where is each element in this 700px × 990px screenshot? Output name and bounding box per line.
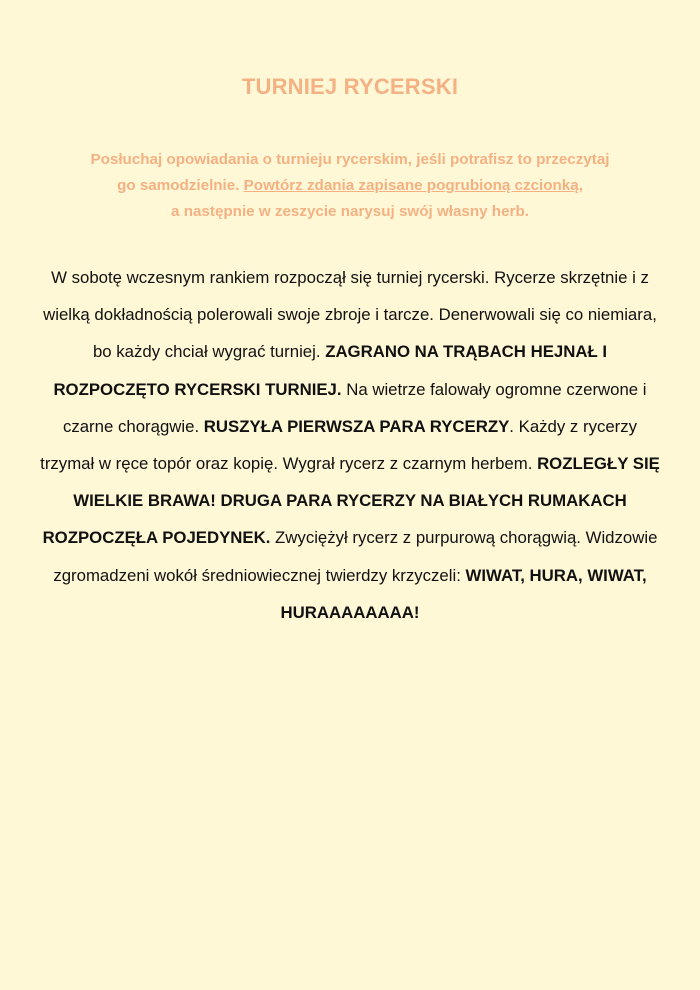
story-bold-2: RUSZYŁA PIERWSZA PARA RYCERZY — [203, 416, 510, 436]
story-paragraph — [36, 259, 664, 631]
instructions-line-2: go samodzielnie. — [117, 177, 244, 194]
story-bold-4: WIWAT, HURA, WIWAT, HURAAAAAAAA! — [280, 565, 647, 622]
story-text-3: . Każdy z rycerzy trzymał w ręce topór oraz kopię. Wygrał rycerz z czarnym herbem. — [40, 416, 638, 474]
instructions-line-1: Posłuchaj opowiadania o turnieju rycerskim, jeśli potrafisz to przeczytaj — [90, 151, 610, 168]
instructions-line-3: a następnie w zeszycie narysuj swój własny herb. — [171, 203, 529, 220]
instructions-paragraph — [40, 147, 660, 225]
page-title: TURNIEJ RYCERSKI — [241, 74, 459, 99]
story-bold-1: ZAGRANO NA TRĄBACH HEJNAŁ I ROZPOCZĘTO RYCERSKI TURNIEJ. — [53, 342, 608, 399]
instructions-underlined-text: Powtórz zdania zapisane pogrubioną czcionką, — [243, 177, 583, 194]
story-text-4: Zwyciężył rycerz z purpurową chorągwią. Widzowie zgromadzeni wokół średniowiecznej twierdzy krzyczeli: — [53, 528, 658, 585]
story-text-2: Na wietrze falowały ogromne czerwone i czarne chorągwie. — [62, 379, 647, 436]
story-text-1: W sobotę wczesnym rankiem rozpoczął się turniej rycerski. Rycerze skrzętnie i z wielką dokładnością polerowali swoje zbroje i tarcze. Denerwowali się co niemiara, bo każdy chciał wygrać turniej. — [43, 268, 657, 362]
story-bold-3: ROZLEGŁY SIĘ WIELKIE BRAWA! DRUGA PARA RYCERZY NA BIAŁYCH RUMAKACH ROZPOCZĘŁA POJEDYNEK. — [42, 454, 660, 548]
